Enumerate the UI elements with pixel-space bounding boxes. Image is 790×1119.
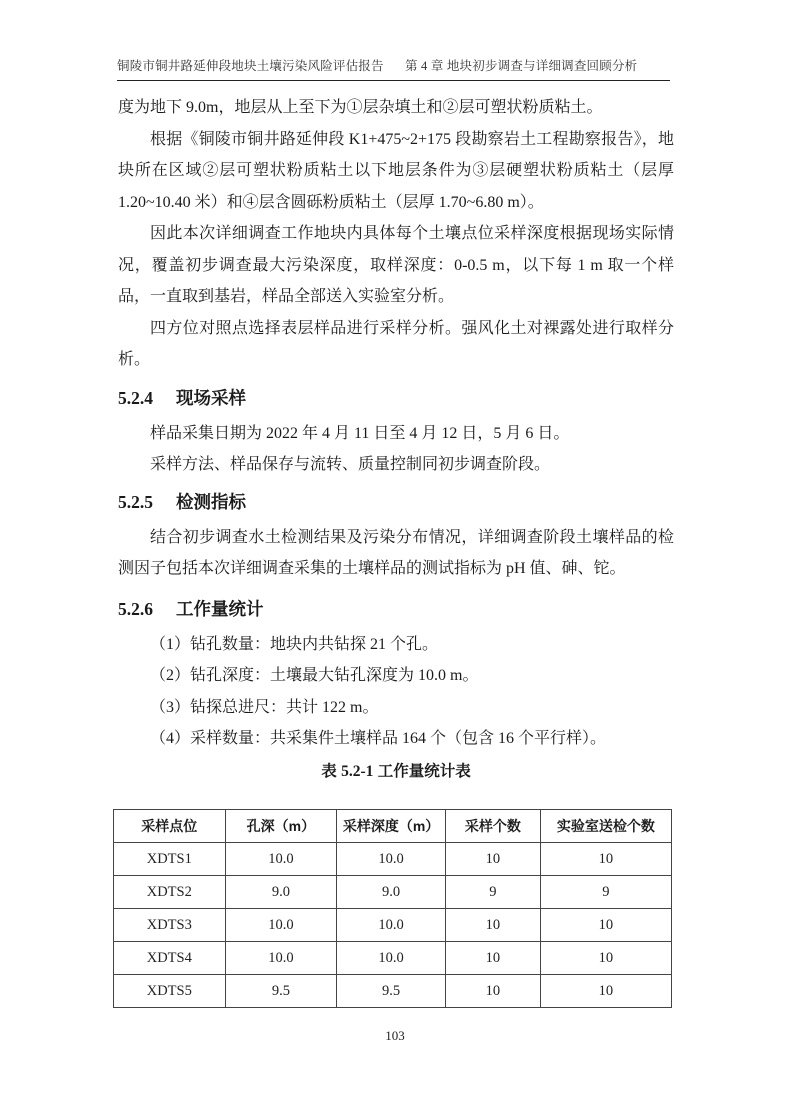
section-number: 5.2.6 [118,598,153,619]
column-header: 采样个数 [445,810,540,843]
caption-title: 工作量统计表 [377,762,471,780]
section-title: 工作量统计 [176,598,264,619]
table-cell: 9.0 [225,876,337,909]
page-header [117,56,670,74]
table-cell: XDTS5 [114,975,226,1008]
paragraph: 四方位对照点选择表层样品进行采样分析。强风化土对裸露处进行取样分析。 [118,319,674,368]
table-cell: 10.0 [337,843,446,876]
table-cell: 10.0 [225,942,337,975]
column-header: 采样深度（m） [337,810,446,843]
paragraph: 结合初步调查水土检测结果及污染分布情况，详细调查阶段土壤样品的检测因子包括本次详细调查采集的土壤样品的测试指标为 pH 值、砷、铊。 [118,528,674,577]
table-cell: XDTS2 [114,876,226,909]
paragraph: 采样方法、样品保存与流转、质量控制同初步调查阶段。 [150,456,551,473]
table-cell: 10 [445,975,540,1008]
paragraph: 因此本次详细调查工作地块内具体每个土壤点位采样深度根据现场实际情况，覆盖初步调查最大污染深度，取样深度：0-0.5 m，以下每 1 m 取一个样品，一直取到基岩，样品全部送入实验室分析。 [118,225,674,305]
table-cell: 9 [445,876,540,909]
table-cell: 10 [540,975,671,1008]
table-cell: XDTS4 [114,942,226,975]
table-header-row [114,810,672,843]
table-row [114,876,672,909]
list-item: （3）钻探总进尺：共计 122 m。 [150,698,379,716]
table-cell: 10 [540,942,671,975]
table-cell: 9.5 [225,975,337,1008]
column-header: 孔深（m） [225,810,337,843]
list-item: （4）采样数量：共采集件土壤样品 164 个（包含 16 个平行样）。 [150,730,607,747]
table-cell: 9.0 [337,876,446,909]
table-cell: 10.0 [225,843,337,876]
section-title: 检测指标 [176,491,246,512]
paragraph: 样品采集日期为 2022 年 4 月 11 日至 4 月 12 日，5 月 6 日。 [150,424,570,442]
section-number: 5.2.4 [118,387,153,408]
paragraph: 度为地下 9.0m，地层从上至下为①层杂填土和②层可塑状粉质粘土。 [118,99,603,116]
table-cell: XDTS1 [114,843,226,876]
page-number: 103 [385,1028,405,1043]
section-number: 5.2.5 [118,491,153,512]
table-cell: 10 [540,909,671,942]
table-row [114,975,672,1008]
header-report-title: 铜陵市铜井路延伸段地块土壤污染风险评估报告 [117,59,384,73]
table-cell: 10 [445,942,540,975]
table-cell: 9 [540,876,671,909]
caption-prefix: 表 [321,762,337,780]
table-row [114,909,672,942]
paragraph: 根据《铜陵市铜井路延伸段 K1+475~2+175 段勘察岩土工程勘察报告》，地块所在区域②层可塑状粉质粘土以下地层条件为③层硬塑状粉质粘土（层厚 1.20~10.40 米）和④层含圆砾粉质粘土（层厚 1.70~6.80 m）。 [118,130,674,211]
list-item: （2）钻孔深度：土壤最大钻孔深度为 10.0 m。 [150,667,479,684]
table-row [114,843,672,876]
table-cell: 10.0 [337,942,446,975]
table-cell: XDTS3 [114,909,226,942]
caption-number: 5.2-1 [341,762,374,780]
column-header: 实验室送检个数 [540,810,671,843]
table-cell: 10 [445,843,540,876]
table-cell: 10 [445,909,540,942]
table-cell: 10 [540,843,671,876]
page-body [118,92,674,789]
section-heading-5-2-6 [118,589,674,629]
section-heading-5-2-4 [118,378,674,418]
section-title: 现场采样 [176,387,246,408]
table-row [114,942,672,975]
table-cell: 10.0 [225,909,337,942]
table-caption [118,755,674,789]
table-cell: 9.5 [337,975,446,1008]
workload-table [113,809,672,1008]
header-divider [117,80,670,81]
list-item: （1）钻孔数量：地块内共钻探 21 个孔。 [150,635,439,653]
column-header: 采样点位 [114,810,226,843]
section-heading-5-2-5 [118,482,674,522]
workload-list [118,629,674,755]
header-chapter: 第 4 章 地块初步调查与详细调查回顾分析 [405,59,638,73]
table-cell: 10.0 [337,909,446,942]
